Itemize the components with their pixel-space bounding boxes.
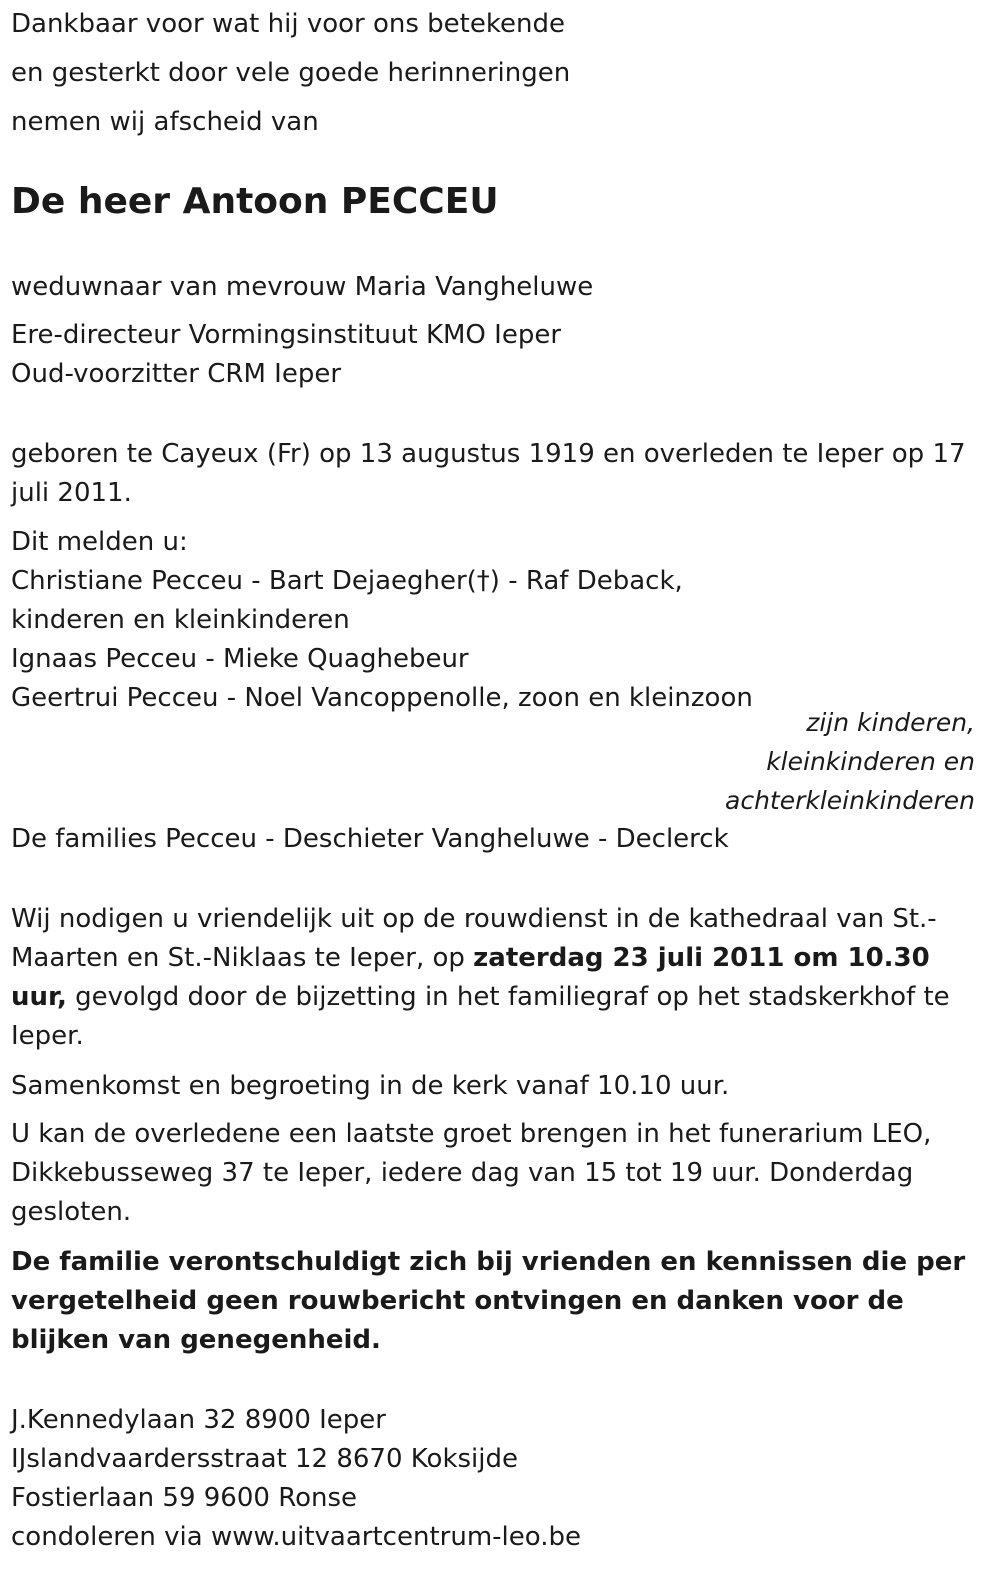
intro-line-2: en gesterkt door vele goede herinneringen: [11, 58, 571, 88]
family-line-4: Geertrui Pecceu - Noel Vancoppenolle, zoon en kleinzoon: [11, 683, 753, 713]
addresses-block: [11, 1401, 581, 1557]
family-line-1: Christiane Pecceu - Bart Dejaegher(†) - Raf Deback,: [11, 566, 683, 596]
service-text-before: Wij nodigen u vriendelijk uit op de rouwdienst in de kathedraal van St.-Maarten en St.-Niklaas te Ieper, op: [11, 904, 937, 973]
apology-text: De familie verontschuldigt zich bij vrienden en kennissen die per vergetelheid geen rouwbericht ontvingen en danken voor de blijken van genegenheid.: [11, 1247, 966, 1355]
service-text-after: gevolgd door de bijzetting in het familiegraf op het stadskerkhof te Ieper.: [11, 982, 950, 1051]
spouse-line: weduwnaar van mevrouw Maria Vangheluwe: [11, 272, 594, 302]
role-block: [11, 703, 975, 820]
intro-line-1: Dankbaar voor wat hij voor ons betekende: [11, 9, 565, 39]
deceased-name: De heer Antoon PECCEU: [11, 181, 499, 222]
service-text: [11, 900, 971, 1056]
address-line-1: J.Kennedylaan 32 8900 Ieper: [11, 1405, 386, 1435]
details-block: [11, 268, 593, 394]
role-line-1: zijn kinderen,: [806, 708, 975, 737]
family-line-2: kinderen en kleinkinderen: [11, 605, 350, 635]
announcement-intro: Dit melden u:: [11, 527, 188, 557]
service-date-time: zaterdag 23 juli 2011 om 10.30 uur,: [11, 943, 930, 1012]
address-line-3: Fostierlaan 59 9600 Ronse: [11, 1483, 358, 1513]
viewing-text: U kan de overledene een laatste groet brengen in het funerarium LEO, Dikkebusseweg 37 te Ieper, iedere dag van 15 tot 19 uur. Donderdag gesloten.: [11, 1119, 932, 1227]
announcement-block: [11, 523, 986, 718]
gathering-text: Samenkomst en begroeting in de kerk vanaf 10.10 uur.: [11, 1071, 730, 1101]
role-line-3: achterkleinkinderen: [725, 786, 975, 815]
role-line-2: kleinkinderen en: [766, 747, 975, 776]
intro-line-3: nemen wij afscheid van: [11, 107, 319, 137]
family-line-3: Ignaas Pecceu - Mieke Quaghebeur: [11, 644, 469, 674]
condolences-line: condoleren via www.uitvaartcentrum-leo.be: [11, 1522, 581, 1552]
families-line: De families Pecceu - Deschieter Vangheluwe - Declerck: [11, 824, 729, 854]
intro-block: [11, 5, 570, 142]
birth-death-text: geboren te Cayeux (Fr) op 13 augustus 1919 en overleden te Ieper op 17 juli 2011.: [11, 439, 966, 508]
address-line-2: IJslandvaardersstraat 12 8670 Koksijde: [11, 1444, 518, 1474]
title-line-2: Oud-voorzitter CRM Ieper: [11, 359, 342, 389]
title-line-1: Ere-directeur Vormingsinstituut KMO Ieper: [11, 320, 562, 350]
